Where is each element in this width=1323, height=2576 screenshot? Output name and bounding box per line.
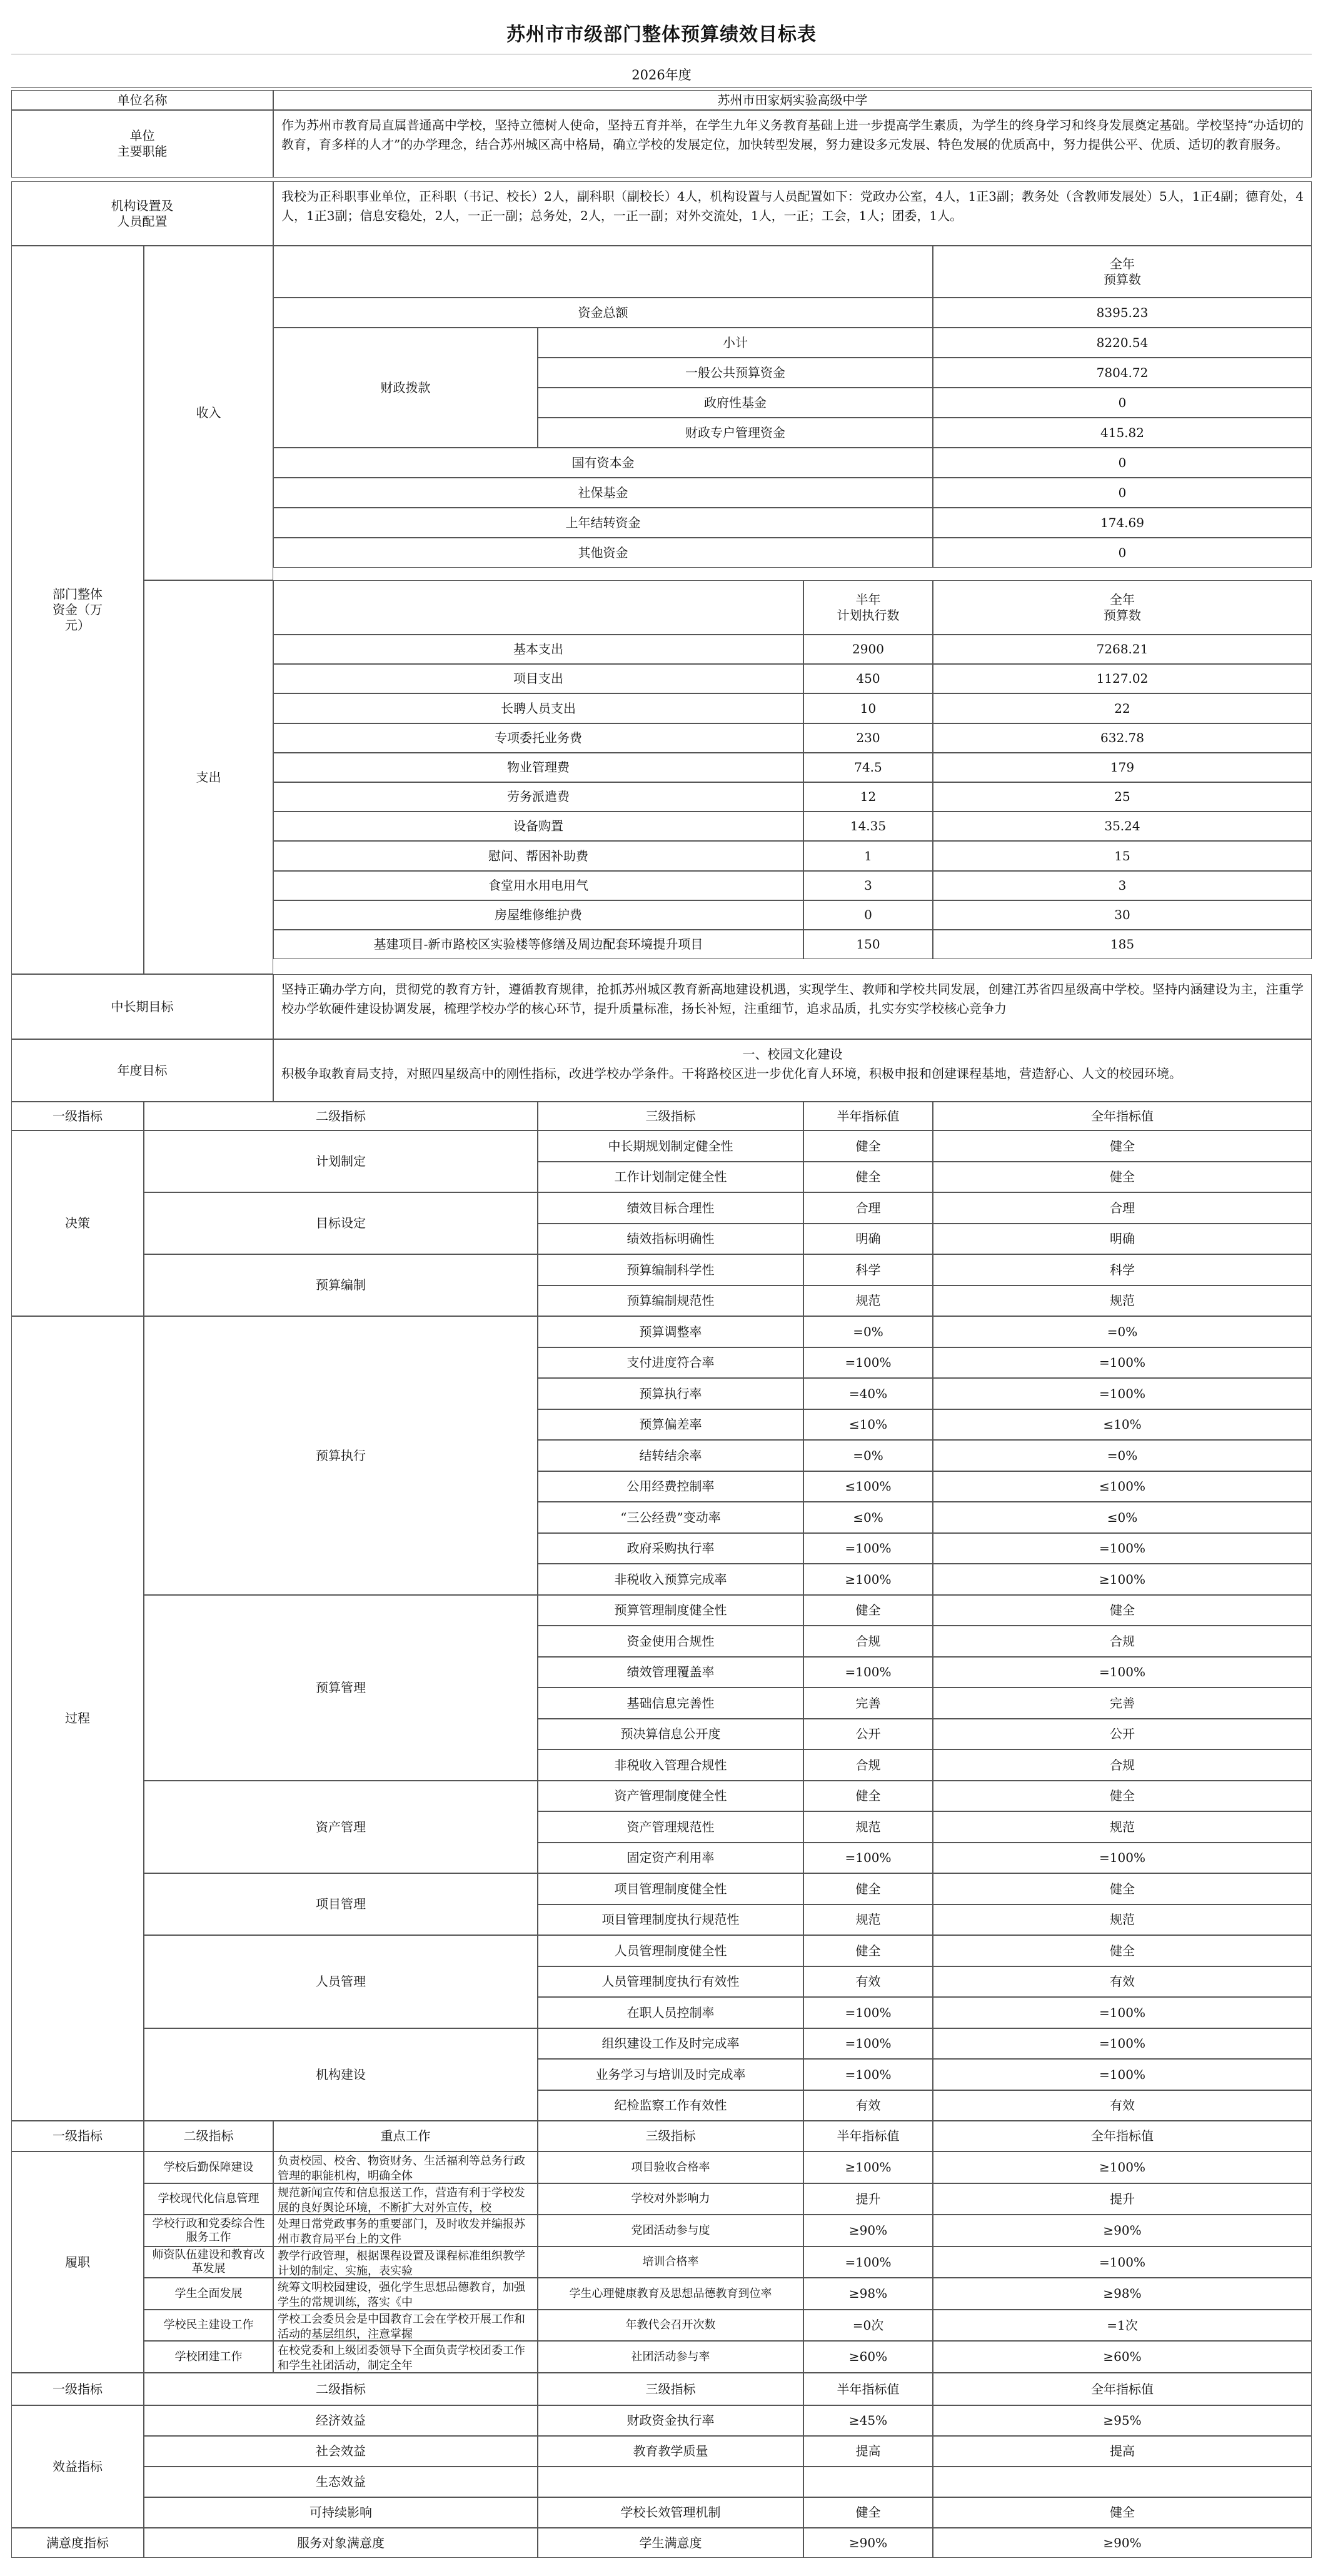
expense-row-label: 慰问、帮困补助费 [273,841,803,871]
expense-row-half: 450 [803,664,933,693]
decision-indicator-half: 合理 [803,1192,933,1224]
key-work-header: 重点工作 [273,2121,538,2151]
expense-row-half: 150 [803,930,933,959]
level2-header: 二级指标 [144,1102,538,1130]
duty-half-value: =0次 [803,2310,933,2341]
duty-key-work: 教学行政管理，根据课程设置及课程标准组织教学计划的制定、实施，表实验 [273,2246,538,2278]
process-indicator-label: 基础信息完善性 [538,1688,803,1719]
benefit-full-value [933,2467,1312,2497]
process-section-label: 过程 [11,1316,144,2121]
process-indicator-label: 资产管理制度健全性 [538,1781,803,1811]
process-indicator-half: ≥100% [803,1564,933,1595]
duty-full-value: ≥60% [933,2341,1312,2373]
expense-half-year-header: 半年 计划执行数 [803,580,933,635]
process-indicator-full: 健全 [933,1935,1312,1966]
annual-goal-heading: 一、校园文化建设 [742,1047,843,1062]
duty-section-label: 履职 [11,2151,144,2373]
midterm-text: 坚持正确办学方向，贯彻党的教育方针，遵循教育规律，抢抓苏州城区教育新高地建设机遇，实现学生、教师和学校共同发展，创建江苏省四星级高中学校。坚持内涵建设为主，注重学校办学软硬件建设协调发展，梳理学校办学的核心环节，提升质量标准，扬长补短，注重细节，追求品质，扎实夯实学校核心竞争力 [273,974,1312,1039]
expense-row-full: 22 [933,693,1312,723]
level1-header: 一级指标 [11,2373,144,2405]
process-indicator-label: 结转结余率 [538,1440,803,1471]
duty-full-value: ≥90% [933,2215,1312,2246]
decision-indicator-half: 科学 [803,1254,933,1285]
decision-indicator-label: 绩效指标明确性 [538,1224,803,1254]
expense-label: 支出 [144,580,273,974]
process-indicator-full: =100% [933,1657,1312,1688]
decision-indicator-full: 合理 [933,1192,1312,1224]
benefit-half-value [803,2467,933,2497]
process-indicator-half: 公开 [803,1719,933,1749]
duty-half-value: ≥90% [803,2215,933,2246]
process-indicator-label: 预算管理制度健全性 [538,1595,803,1626]
expense-row-full: 35.24 [933,812,1312,841]
expense-row-full: 25 [933,782,1312,812]
expense-row-half: 10 [803,693,933,723]
duty-key-work: 统筹文明校园建设，强化学生思想品德教育，加强学生的常规训练，落实《中 [273,2278,538,2310]
fiscal-row-label: 一般公共预算资金 [538,358,933,388]
duty-half-value: ≥98% [803,2278,933,2310]
duty-half-value: 提升 [803,2183,933,2215]
level2-header: 二级指标 [144,2373,538,2405]
process-group-label: 资产管理 [144,1781,538,1873]
expense-row-half: 1 [803,841,933,871]
process-indicator-label: 公用经费控制率 [538,1471,803,1502]
expense-header-blank [273,580,803,635]
benefit-full-value: 健全 [933,2497,1312,2528]
process-indicator-half: 规范 [803,1811,933,1843]
process-indicator-label: 人员管理制度健全性 [538,1935,803,1966]
process-indicator-label: 预算执行率 [538,1378,803,1409]
fiscal-row-label: 小计 [538,328,933,358]
income-label: 收入 [144,246,273,580]
org-text: 我校为正科职事业单位，正科职（书记、校长）2人，副科职（副校长）4人，机构设置与人员配置如下：党政办公室，4人，1正3副；教务处（含教师发展处）5人，1正4副；德育处，4人，1正3副；信息安稳处，2人，一正一副；总务处，2人，一正一副；对外交流处，1人，一正；工会，1人；团委，1人。 [273,181,1312,246]
other-fund-value: 0 [933,478,1312,508]
expense-row-full: 30 [933,900,1312,930]
org-label: 机构设置及 人员配置 [11,181,273,246]
process-indicator-half: 有效 [803,2090,933,2121]
process-indicator-half: 规范 [803,1904,933,1935]
fiscal-row-value: 415.82 [933,418,1312,448]
process-indicator-label: 非税收入预算完成率 [538,1564,803,1595]
duty-level2-label: 学校团建工作 [144,2341,273,2373]
expense-row-label: 食堂用水用电用气 [273,871,803,900]
decision-indicator-half: 规范 [803,1285,933,1316]
expense-row-full: 3 [933,871,1312,900]
process-indicator-full: 规范 [933,1904,1312,1935]
benefit-half-value: 健全 [803,2497,933,2528]
expense-row-half: 74.5 [803,753,933,782]
annual-goal-text: 积极争取教育局支持，对照四星级高中的刚性指标，改进学校办学条件。干将路校区进一步优化育人环境，积极申报和创建课程基地，营造舒心、人文的校园环境。 [281,1066,1182,1081]
duty-level2-label: 学校现代化信息管理 [144,2183,273,2215]
page-title: 苏州市市级部门整体预算绩效目标表 [506,24,817,46]
expense-row-label: 设备购置 [273,812,803,841]
process-indicator-full: =100% [933,1997,1312,2028]
expense-row-full: 1127.02 [933,664,1312,693]
process-indicator-half: =100% [803,1347,933,1378]
expense-row-half: 230 [803,723,933,753]
decision-indicator-label: 绩效目标合理性 [538,1192,803,1224]
duty-half-value: ≥60% [803,2341,933,2373]
expense-row-full: 185 [933,930,1312,959]
process-indicator-full: 健全 [933,1781,1312,1811]
duties-text: 作为苏州市教育局直属普通高中学校，坚持立德树人使命，坚持五育并举，在学生九年义务教育基础上进一步提高学生素质，为学生的终身学习和终身发展奠定基础。学校坚持“办适切的教育，育多样的人才”的办学理念，结合苏州城区高中格局，确立学校的发展定位，加快转型发展，努力建设多元发展、特色发展的优质高中，努力提供公平、优质、适切的教育服务。 [273,110,1312,178]
expense-row-label: 基本支出 [273,635,803,664]
process-indicator-half: =100% [803,2059,933,2090]
decision-indicator-full: 健全 [933,1162,1312,1192]
process-indicator-full: 有效 [933,1966,1312,1997]
benefit-level3-label [538,2467,803,2497]
process-indicator-half: =40% [803,1378,933,1409]
fiscal-appropriation-label: 财政拨款 [273,328,538,448]
process-indicator-full: =100% [933,1378,1312,1409]
expense-row-label: 专项委托业务费 [273,723,803,753]
benefit-level3-label: 教育教学质量 [538,2436,803,2467]
expense-row-full: 632.78 [933,723,1312,753]
process-indicator-label: “三公经费”变动率 [538,1502,803,1533]
fiscal-row-label: 财政专户管理资金 [538,418,933,448]
level3-header: 三级指标 [538,1102,803,1130]
expense-row-full: 15 [933,841,1312,871]
process-indicator-label: 项目管理制度健全性 [538,1873,803,1904]
process-group-label: 机构建设 [144,2028,538,2121]
other-fund-label: 其他资金 [273,538,933,568]
process-indicator-label: 绩效管理覆盖率 [538,1657,803,1688]
other-fund-value: 174.69 [933,508,1312,538]
decision-indicator-label: 预算编制规范性 [538,1285,803,1316]
process-indicator-half: 完善 [803,1688,933,1719]
duty-level3-label: 年教代会召开次数 [538,2310,803,2341]
fiscal-row-value: 7804.72 [933,358,1312,388]
satisfaction-half-value: ≥90% [803,2528,933,2558]
process-indicator-full: =100% [933,1347,1312,1378]
expense-row-full: 7268.21 [933,635,1312,664]
process-indicator-full: 完善 [933,1688,1312,1719]
total-funds-value: 8395.23 [933,298,1312,328]
level3-header: 三级指标 [538,2373,803,2405]
duty-full-value: ≥98% [933,2278,1312,2310]
duty-half-value: ≥100% [803,2151,933,2183]
expense-row-label: 劳务派遣费 [273,782,803,812]
annual-goal-label: 年度目标 [11,1039,273,1102]
half-year-value-header: 半年指标值 [803,2121,933,2151]
process-indicator-full: =100% [933,2028,1312,2059]
decision-indicator-label: 预算编制科学性 [538,1254,803,1285]
process-indicator-half: =100% [803,1657,933,1688]
process-indicator-full: ≤0% [933,1502,1312,1533]
process-indicator-half: 有效 [803,1966,933,1997]
process-indicator-label: 支付进度符合率 [538,1347,803,1378]
duty-key-work: 在校党委和上级团委领导下全面负责学校团委工作和学生社团活动，制定全年 [273,2341,538,2373]
expense-row-half: 12 [803,782,933,812]
expense-row-full: 179 [933,753,1312,782]
process-indicator-label: 预决算信息公开度 [538,1719,803,1749]
expense-row-label: 项目支出 [273,664,803,693]
process-indicator-label: 资金使用合规性 [538,1626,803,1657]
process-indicator-label: 人员管理制度执行有效性 [538,1966,803,1997]
process-indicator-full: 公开 [933,1719,1312,1749]
expense-row-label: 房屋维修维护费 [273,900,803,930]
fiscal-row-label: 政府性基金 [538,388,933,418]
process-indicator-label: 业务学习与培训及时完成率 [538,2059,803,2090]
other-fund-label: 社保基金 [273,478,933,508]
duty-full-value: =100% [933,2246,1312,2278]
decision-indicator-full: 规范 [933,1285,1312,1316]
benefit-full-value: 提高 [933,2436,1312,2467]
process-indicator-full: =0% [933,1440,1312,1471]
unit-name-label: 单位名称 [11,90,273,110]
duty-level2-label: 师资队伍建设和教育改革发展 [144,2246,273,2278]
process-indicator-half: =100% [803,1533,933,1564]
full-year-value-header: 全年指标值 [933,2373,1312,2405]
process-indicator-full: 规范 [933,1811,1312,1843]
benefit-level3-label: 财政资金执行率 [538,2405,803,2436]
unit-name-value: 苏州市田家炳实验高级中学 [273,90,1312,110]
process-indicator-half: 合规 [803,1626,933,1657]
fiscal-row-value: 8220.54 [933,328,1312,358]
duty-key-work: 学校工会委员会是中国教育工会在学校开展工作和活动的基层组织，注意掌握 [273,2310,538,2341]
duty-level3-label: 培训合格率 [538,2246,803,2278]
process-indicator-label: 在职人员控制率 [538,1997,803,2028]
benefit-section-label: 效益指标 [11,2405,144,2528]
duty-level3-label: 学校对外影响力 [538,2183,803,2215]
duty-key-work: 负责校园、校舍、物资财务、生活福利等总务行政管理的职能机构，明确全体 [273,2151,538,2183]
decision-indicator-full: 健全 [933,1130,1312,1162]
process-indicator-full: 健全 [933,1595,1312,1626]
process-indicator-half: 健全 [803,1873,933,1904]
process-indicator-label: 组织建设工作及时完成率 [538,2028,803,2059]
process-indicator-full: 合规 [933,1626,1312,1657]
half-year-value-header: 半年指标值 [803,2373,933,2405]
level1-header: 一级指标 [11,1102,144,1130]
income-full-year-header: 全年 预算数 [933,246,1312,298]
duty-level3-label: 学生心理健康教育及思想品德教育到位率 [538,2278,803,2310]
decision-indicator-full: 明确 [933,1224,1312,1254]
duty-level3-label: 党团活动参与度 [538,2215,803,2246]
process-indicator-full: 健全 [933,1873,1312,1904]
half-year-value-header: 半年指标值 [803,1102,933,1130]
other-fund-value: 0 [933,538,1312,568]
duty-key-work: 处理日常党政事务的重要部门，及时收发并编报苏州市教育局平台上的文件 [273,2215,538,2246]
other-fund-value: 0 [933,448,1312,478]
duties-label: 单位 主要职能 [11,110,273,178]
level1-header: 一级指标 [11,2121,144,2151]
process-indicator-full: =0% [933,1316,1312,1347]
satisfaction-section-label: 满意度指标 [11,2528,144,2558]
expense-full-year-header: 全年 预算数 [933,580,1312,635]
expense-row-label: 物业管理费 [273,753,803,782]
duty-full-value: ≥100% [933,2151,1312,2183]
decision-indicator-half: 健全 [803,1130,933,1162]
level2-header: 二级指标 [144,2121,273,2151]
duty-half-value: =100% [803,2246,933,2278]
process-indicator-half: ≤100% [803,1471,933,1502]
duty-key-work: 规范新闻宣传和信息报送工作，营造有利于学校发展的良好舆论环境，不断扩大对外宣传，校 [273,2183,538,2215]
process-indicator-half: 健全 [803,1595,933,1626]
process-indicator-full: ≤10% [933,1409,1312,1440]
full-year-value-header: 全年指标值 [933,1102,1312,1130]
process-indicator-half: =100% [803,1843,933,1873]
process-indicator-label: 项目管理制度执行规范性 [538,1904,803,1935]
decision-group-label: 目标设定 [144,1192,538,1254]
benefit-half-value: ≥45% [803,2405,933,2436]
fiscal-row-value: 0 [933,388,1312,418]
annual-goal-cell [273,1039,1312,1102]
benefit-level2-label: 社会效益 [144,2436,538,2467]
satisfaction-level2-label: 服务对象满意度 [144,2528,538,2558]
process-indicator-full: 合规 [933,1749,1312,1781]
duty-level2-label: 学校民主建设工作 [144,2310,273,2341]
decision-section-label: 决策 [11,1130,144,1316]
process-indicator-label: 政府采购执行率 [538,1533,803,1564]
process-indicator-label: 资产管理规范性 [538,1811,803,1843]
expense-row-half: 2900 [803,635,933,664]
duty-level2-label: 学生全面发展 [144,2278,273,2310]
process-indicator-label: 非税收入管理合规性 [538,1749,803,1781]
process-indicator-full: =100% [933,1533,1312,1564]
process-indicator-label: 预算调整率 [538,1316,803,1347]
process-group-label: 预算管理 [144,1595,538,1781]
process-indicator-half: ≤0% [803,1502,933,1533]
satisfaction-level3-label: 学生满意度 [538,2528,803,2558]
decision-group-label: 计划制定 [144,1130,538,1192]
benefit-half-value: 提高 [803,2436,933,2467]
process-indicator-half: =100% [803,1997,933,2028]
process-indicator-half: =0% [803,1440,933,1471]
expense-row-label: 长聘人员支出 [273,693,803,723]
process-indicator-full: ≤100% [933,1471,1312,1502]
process-indicator-full: =100% [933,1843,1312,1873]
benefit-full-value: ≥95% [933,2405,1312,2436]
other-fund-label: 上年结转资金 [273,508,933,538]
expense-row-half: 3 [803,871,933,900]
decision-indicator-half: 明确 [803,1224,933,1254]
process-indicator-half: 健全 [803,1935,933,1966]
decision-indicator-label: 工作计划制定健全性 [538,1162,803,1192]
income-header-blank [273,246,933,298]
process-indicator-full: =100% [933,2059,1312,2090]
process-indicator-full: ≥100% [933,1564,1312,1595]
other-fund-label: 国有资本金 [273,448,933,478]
process-indicator-label: 纪检监察工作有效性 [538,2090,803,2121]
duty-full-value: 提升 [933,2183,1312,2215]
expense-row-label: 基建项目-新市路校区实验楼等修缮及周边配套环境提升项目 [273,930,803,959]
midterm-label: 中长期目标 [11,974,273,1039]
decision-group-label: 预算编制 [144,1254,538,1316]
process-group-label: 人员管理 [144,1935,538,2028]
duty-level2-label: 学校后勤保障建设 [144,2151,273,2183]
level3-header: 三级指标 [538,2121,803,2151]
expense-row-half: 0 [803,900,933,930]
process-indicator-half: =100% [803,2028,933,2059]
benefit-level2-label: 可持续影响 [144,2497,538,2528]
process-indicator-label: 固定资产利用率 [538,1843,803,1873]
process-group-label: 预算执行 [144,1316,538,1595]
year-label: 2026年度 [631,68,692,83]
expense-row-half: 14.35 [803,812,933,841]
duty-full-value: =1次 [933,2310,1312,2341]
duty-level2-label: 学校行政和党委综合性服务工作 [144,2215,273,2246]
process-indicator-half: 健全 [803,1781,933,1811]
total-funds-label: 资金总额 [273,298,933,328]
benefit-level3-label: 学校长效管理机制 [538,2497,803,2528]
decision-indicator-half: 健全 [803,1162,933,1192]
benefit-level2-label: 生态效益 [144,2467,538,2497]
decision-indicator-label: 中长期规划制定健全性 [538,1130,803,1162]
process-indicator-half: 合规 [803,1749,933,1781]
process-indicator-full: 有效 [933,2090,1312,2121]
process-group-label: 项目管理 [144,1873,538,1935]
process-indicator-label: 预算偏差率 [538,1409,803,1440]
funds-label: 部门整体 资金（万 元） [11,246,144,974]
duty-level3-label: 社团活动参与率 [538,2341,803,2373]
duty-level3-label: 项目验收合格率 [538,2151,803,2183]
satisfaction-full-value: ≥90% [933,2528,1312,2558]
decision-indicator-full: 科学 [933,1254,1312,1285]
process-indicator-half: ≤10% [803,1409,933,1440]
full-year-value-header: 全年指标值 [933,2121,1312,2151]
process-indicator-half: =0% [803,1316,933,1347]
benefit-level2-label: 经济效益 [144,2405,538,2436]
